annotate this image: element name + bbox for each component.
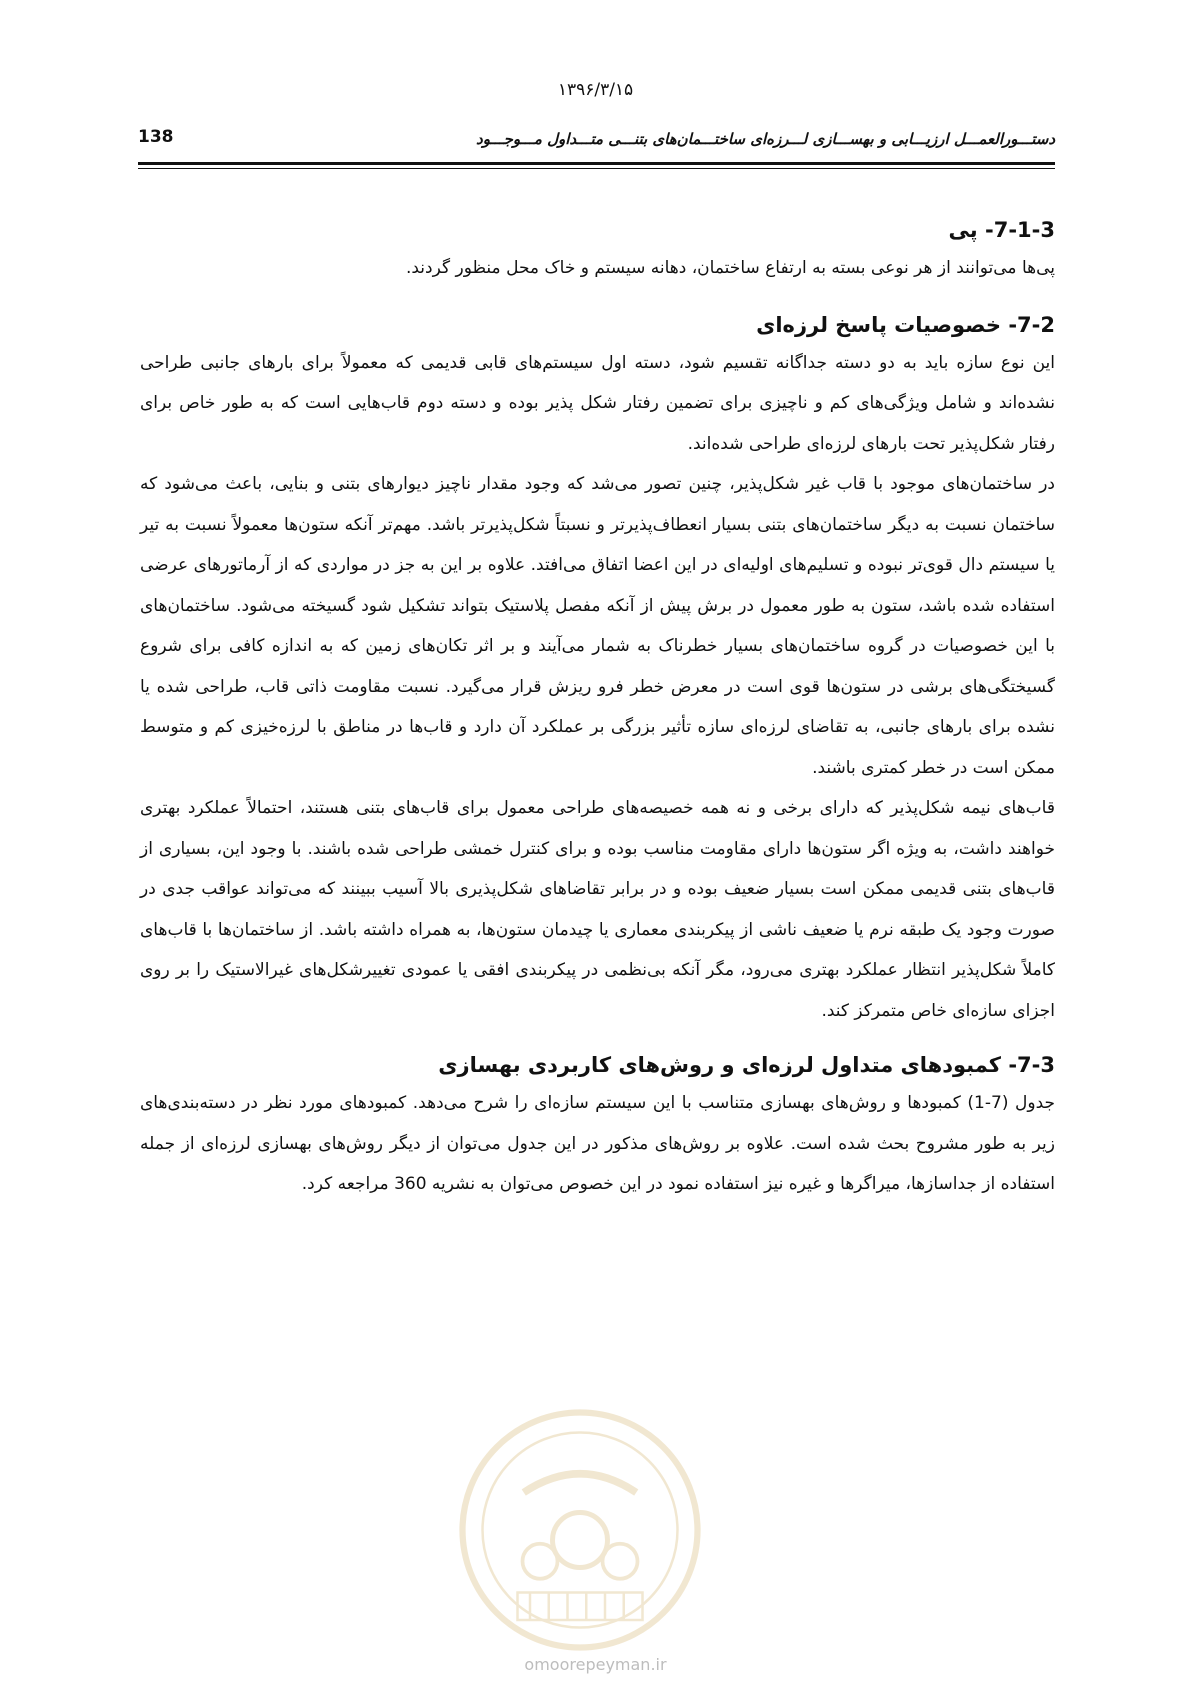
section-heading: 7-1-3- پی: [948, 218, 1055, 242]
section-heading: 7-2- خصوصیات پاسخ لرزه‌ای: [756, 312, 1055, 337]
page-number: 138: [138, 127, 174, 147]
header-rule-thin: [138, 168, 1055, 169]
page-header: [138, 122, 1055, 152]
body-paragraph: در ساختمان‌های موجود با قاب غیر شکل‌پذیر، چنین تصور می‌شد که وجود مقدار ناچیز دیوارهای بتنی و بنایی، باعث می‌شود که ساختمان نسبت به دیگر ساختمان‌های بتنی بسیار انعطاف‌پذیرتر و نسبتاً شکل‌پذیرتر باشد. مهم‌تر آنکه ستون‌ها معمولاً نسبت به تیر یا سیستم دال قوی‌تر نبوده و تسلیم‌های اولیه‌ای در این اعضا اتفاق می‌افتد. علاوه بر این به جز در مواردی که از آرماتورهای عرضی استفاده شده باشد، ستون به طور معمول در برش پیش از آنکه مفصل پلاستیک بتواند تشکیل شود گسیخته می‌شود. ساختمان‌های با این خصوصیات در گروه ساختمان‌های بسیار خطرناک به شمار می‌آیند و بر اثر تکان‌های زمین که به اندازه کافی برای شروع گسیختگی‌های برشی در ستون‌ها قوی است در معرض خطر فرو ریزش قرار می‌گیرد. نسبت مقاومت ذاتی قاب، طراحی شده یا نشده برای بارهای جانبی، به تقاضای لرزه‌ای سازه تأثیر بزرگی بر عملکرد آن دارد و قاب‌ها در مناطق با لرزه‌خیزی کم و متوسط ممکن است در خطر کمتری باشند.: [140, 474, 1055, 778]
running-title: دستـــورالعمـــل ارزیـــابی و بهســـازی لـــرزه‌ای ساختـــمان‌های بتنـــی متـــداول مـــوجـــود: [476, 130, 1055, 148]
body-paragraph: قاب‌های نیمه شکل‌پذیر که دارای برخی و نه همه خصیصه‌های طراحی معمول برای قاب‌های بتنی هستند، احتمالاً عملکرد بهتری خواهند داشت، به ویژه اگر ستون‌ها دارای مقاومت مناسب بوده و برای کنترل خمشی طراحی شده باشند. با وجود این، بسیاری از قاب‌های بتنی قدیمی ممکن است بسیار ضعیف بوده و در برابر تقاضاهای شکل‌پذیری بالا آسیب ببینند که می‌تواند عواقب جدی در صورت وجود یک طبقه نرم یا ضعیف ناشی از پیکربندی معماری یا چیدمان ستون‌ها، به همراه داشته باشد. از ساختمان‌ها با قاب‌های کاملاً شکل‌پذیر انتظار عملکرد بهتری می‌رود، مگر آنکه بی‌نظمی در پیکربندی افقی یا عمودی تغییرشکل‌های غیرالاستیک را بر روی اجزای سازه‌ای خاص متمرکز کند.: [140, 798, 1055, 1021]
section-deficiencies: [140, 1047, 1055, 1205]
body-paragraph: این نوع سازه باید به دو دسته جداگانه تقسیم شود، دسته اول سیستم‌های قابی قدیمی که معمولاً برای بارهای جانبی طراحی نشده‌اند و شامل ویژگی‌های کم و ناچیزی برای تضمین رفتار شکل پذیر بوده و دسته دوم قاب‌هایی است که به طور خاص برای رفتار شکل‌پذیر تحت بارهای لرزه‌ای طراحی شده‌اند.: [140, 352, 1055, 454]
body-paragraph: پی‌ها می‌توانند از هر نوعی بسته به ارتفاع ساختمان، دهانه سیستم و خاک محل منظور گردند.: [405, 258, 1055, 278]
document-date: ۱۳۹۶/۳/۱۵: [557, 80, 634, 100]
section-heading: 7-3- کمبودهای متداول لرزه‌ای و روش‌های کاربردی بهسازی: [438, 1053, 1055, 1077]
watermark-seal-icon: [455, 1405, 705, 1655]
watermark-site: omoorepeyman.ir: [524, 1655, 667, 1674]
section-foundation: [140, 212, 1055, 289]
section-seismic-response: [140, 307, 1055, 1032]
header-rule-thick: [138, 162, 1055, 165]
page-body: [140, 212, 1055, 1205]
body-paragraph: جدول (7-1) کمبودها و روش‌های بهسازی متناسب با این سیستم سازه‌ای را شرح می‌دهد. کمبودهای مورد نظر در دسته‌بندی‌های زیر به طور مشروح بحث شده است. علاوه بر روش‌های مذکور در این جدول می‌توان از دیگر روش‌های بهسازی لرزه‌ای از جمله استفاده از جداسازها، میراگرها و غیره نیز استفاده نمود در این خصوص می‌توان به نشریه 360 مراجعه کرد.: [140, 1093, 1056, 1194]
